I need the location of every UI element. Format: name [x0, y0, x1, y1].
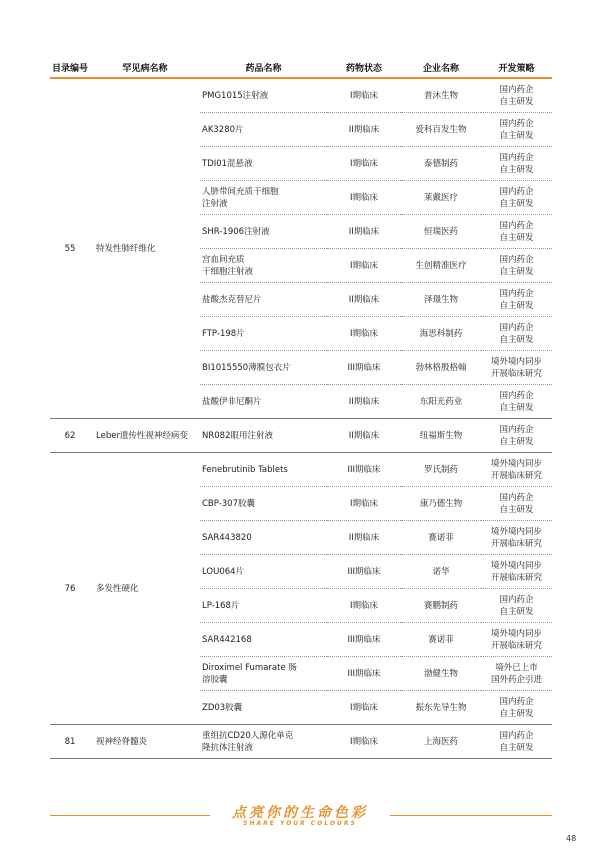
company-name-cell: 赛鹏制药 — [401, 589, 481, 623]
header-company: 企业名称 — [401, 57, 481, 78]
drug-status-cell: I期临床 — [327, 691, 401, 725]
drug-name-cell: LP-168片 — [200, 589, 327, 623]
drug-status-cell: III期临床 — [327, 351, 401, 385]
strategy-cell: 国内药企 自主研发 — [481, 78, 552, 113]
company-name-cell: 生创精准医疗 — [401, 249, 481, 283]
strategy-cell: 境外境内同步 开展临床研究 — [481, 351, 552, 385]
drug-status-cell: II期临床 — [327, 419, 401, 453]
drug-name-cell: 人脐带间充质干细胞 注射液 — [200, 181, 327, 215]
drug-status-cell: I期临床 — [327, 487, 401, 521]
company-name-cell: 勃林格殷格翰 — [401, 351, 481, 385]
drug-name-cell: TDI01混悬液 — [200, 147, 327, 181]
company-name-cell: 赛诺菲 — [401, 623, 481, 657]
rare-disease-drug-table — [50, 57, 552, 759]
strategy-cell: 境外境内同步 开展临床研究 — [481, 453, 552, 487]
drug-name-cell: PMG1015注射液 — [200, 78, 327, 113]
table-row — [50, 78, 552, 113]
company-name-cell: 罗氏制药 — [401, 453, 481, 487]
footer-rule-left — [50, 815, 210, 816]
company-name-cell: 爱科百发生物 — [401, 113, 481, 147]
company-name-cell: 普沐生物 — [401, 78, 481, 113]
disease-name-cell: 多发性硬化 — [90, 453, 200, 725]
drug-status-cell: III期临床 — [327, 453, 401, 487]
drug-name-cell: NR082眼用注射液 — [200, 419, 327, 453]
strategy-cell: 国内药企 自主研发 — [481, 419, 552, 453]
drug-status-cell: II期临床 — [327, 215, 401, 249]
drug-name-cell: 重组抗CD20人源化单克 隆抗体注射液 — [200, 725, 327, 759]
header-drug: 药品名称 — [200, 57, 327, 78]
strategy-cell: 国内药企 自主研发 — [481, 215, 552, 249]
drug-status-cell: III期临床 — [327, 555, 401, 589]
company-name-cell: 纽福斯生物 — [401, 419, 481, 453]
disease-name-cell: 视神经脊髓炎 — [90, 725, 200, 759]
drug-name-cell: 宫血间充质 干细胞注射液 — [200, 249, 327, 283]
drug-name-cell: ZD03胶囊 — [200, 691, 327, 725]
drug-status-cell: I期临床 — [327, 589, 401, 623]
drug-name-cell: Fenebrutinib Tablets — [200, 453, 327, 487]
company-name-cell: 诺华 — [401, 555, 481, 589]
drug-status-cell: I期临床 — [327, 78, 401, 113]
catalog-number-cell: 62 — [50, 419, 90, 453]
drug-status-cell: III期临床 — [327, 623, 401, 657]
company-name-cell: 渤健生物 — [401, 657, 481, 691]
drug-name-cell: AK3280片 — [200, 113, 327, 147]
strategy-cell: 国内药企 自主研发 — [481, 725, 552, 759]
strategy-cell: 国内药企 自主研发 — [481, 113, 552, 147]
company-name-cell: 莱戴医疗 — [401, 181, 481, 215]
page-number: 48 — [566, 834, 577, 843]
drug-name-cell: LOU064片 — [200, 555, 327, 589]
strategy-cell: 国内药企 自主研发 — [481, 147, 552, 181]
drug-status-cell: I期临床 — [327, 249, 401, 283]
drug-name-cell: 盐酸伊非尼酮片 — [200, 385, 327, 419]
drug-status-cell: I期临床 — [327, 317, 401, 351]
catalog-number-cell: 76 — [50, 453, 90, 725]
header-disease: 罕见病名称 — [90, 57, 200, 78]
strategy-cell: 国内药企 自主研发 — [481, 283, 552, 317]
drug-name-cell: SHR-1906注射液 — [200, 215, 327, 249]
header-strategy: 开发策略 — [481, 57, 552, 78]
strategy-cell: 国内药企 自主研发 — [481, 249, 552, 283]
drug-name-cell: BI1015550薄膜包衣片 — [200, 351, 327, 385]
table-row — [50, 725, 552, 759]
footer-subtitle: SHARE YOUR COLOURS — [243, 820, 357, 827]
footer-slogan: 点亮你的生命色彩 — [232, 805, 368, 821]
drug-status-cell: I期临床 — [327, 181, 401, 215]
drug-name-cell: FTP-198片 — [200, 317, 327, 351]
drug-status-cell: II期临床 — [327, 283, 401, 317]
drug-name-cell: SAR442168 — [200, 623, 327, 657]
strategy-cell: 境外境内同步 开展临床研究 — [481, 521, 552, 555]
drug-name-cell: Diroximel Fumarate 肠 溶胶囊 — [200, 657, 327, 691]
company-name-cell: 上海医药 — [401, 725, 481, 759]
company-name-cell: 恒瑞医药 — [401, 215, 481, 249]
disease-name-cell: Leber遗传性视神经病变 — [90, 419, 200, 453]
drug-status-cell: I期临床 — [327, 725, 401, 759]
catalog-number-cell: 81 — [50, 725, 90, 759]
strategy-cell: 国内药企 自主研发 — [481, 691, 552, 725]
strategy-cell: 境外已上市 国外药企引进 — [481, 657, 552, 691]
catalog-number-cell: 55 — [50, 78, 90, 419]
strategy-cell: 国内药企 自主研发 — [481, 181, 552, 215]
drug-status-cell: III期临床 — [327, 657, 401, 691]
table-header-row — [50, 57, 552, 78]
company-name-cell: 赛诺菲 — [401, 521, 481, 555]
company-name-cell: 振东先导生物 — [401, 691, 481, 725]
header-catalog-no: 目录编号 — [50, 57, 90, 78]
drug-status-cell: II期临床 — [327, 521, 401, 555]
company-name-cell: 泽璟生物 — [401, 283, 481, 317]
company-name-cell: 东阳光药业 — [401, 385, 481, 419]
drug-name-cell: 盐酸杰克替尼片 — [200, 283, 327, 317]
table-row — [50, 419, 552, 453]
drug-status-cell: II期临床 — [327, 385, 401, 419]
strategy-cell: 国内药企 自主研发 — [481, 487, 552, 521]
strategy-cell: 境外境内同步 开展临床研究 — [481, 555, 552, 589]
drug-name-cell: CBP-307胶囊 — [200, 487, 327, 521]
company-name-cell: 海思科制药 — [401, 317, 481, 351]
company-name-cell: 康乃德生物 — [401, 487, 481, 521]
company-name-cell: 泰德制药 — [401, 147, 481, 181]
drug-name-cell: SAR443820 — [200, 521, 327, 555]
strategy-cell: 国内药企 自主研发 — [481, 317, 552, 351]
strategy-cell: 国内药企 自主研发 — [481, 589, 552, 623]
table-row — [50, 453, 552, 487]
strategy-cell: 境外境内同步 开展临床研究 — [481, 623, 552, 657]
header-status: 药物状态 — [327, 57, 401, 78]
strategy-cell: 国内药企 自主研发 — [481, 385, 552, 419]
footer-rule-right — [390, 815, 552, 816]
disease-name-cell: 特发性肺纤维化 — [90, 78, 200, 419]
drug-status-cell: II期临床 — [327, 113, 401, 147]
drug-status-cell: I期临床 — [327, 147, 401, 181]
